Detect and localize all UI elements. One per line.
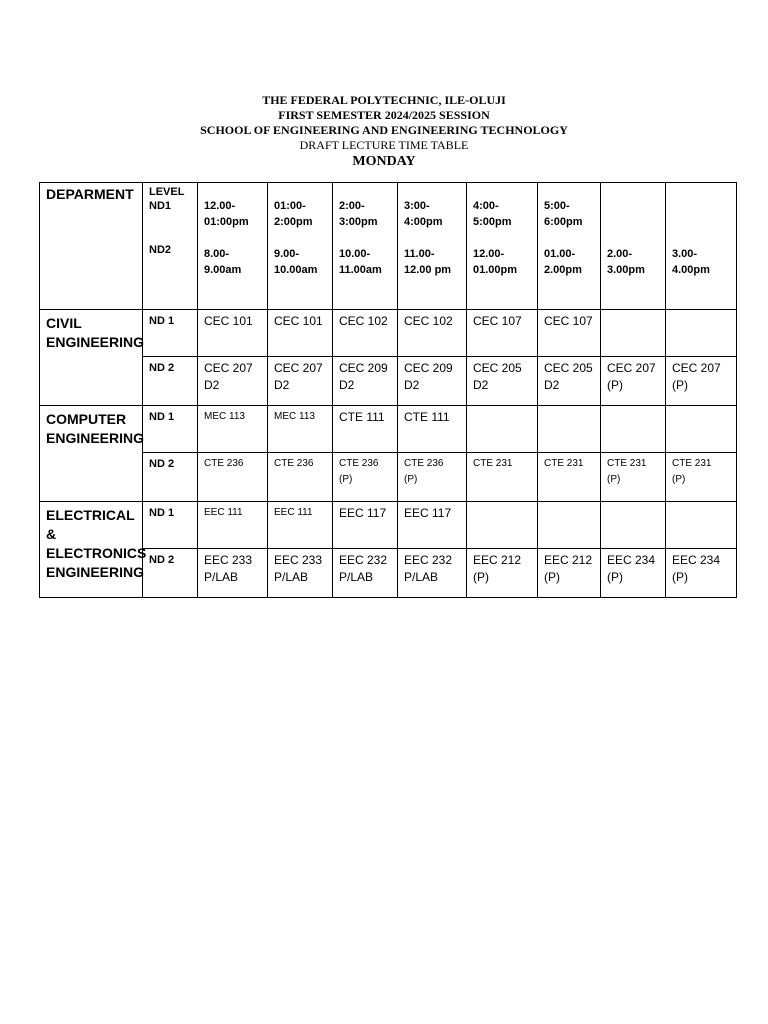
course-note: D2: [544, 378, 560, 392]
time-header-row: [40, 183, 737, 310]
course-cell: [198, 502, 268, 549]
nd2-time-label: 10.00-: [339, 248, 371, 260]
time-slot-header-cell: [538, 183, 601, 310]
course-code: CEC 205: [544, 361, 593, 375]
nd2-time-label: 01.00pm: [473, 264, 518, 276]
course-code: CTE 236: [274, 458, 314, 469]
course-code: EEC 212: [544, 553, 593, 567]
course-cell: [467, 502, 538, 549]
level-label: ND 1: [149, 411, 175, 423]
nd1-time-label: [672, 198, 730, 214]
course-cell: [398, 453, 467, 502]
course-cell: [198, 406, 268, 453]
course-cell: [268, 549, 333, 598]
nd1-time-label: [607, 198, 659, 214]
document-header: [0, 93, 768, 170]
course-code: EEC 234: [607, 553, 656, 567]
course-cell: [333, 453, 398, 502]
department-name: COMPUTER: [46, 411, 127, 427]
course-code: CEC 207: [274, 361, 323, 375]
level-header-cell: [143, 183, 198, 310]
department-name: CIVIL: [46, 315, 82, 331]
course-note: (P): [607, 570, 623, 584]
nd1-time-label: [607, 214, 659, 230]
course-cell: [333, 357, 398, 406]
document-title: DRAFT LECTURE TIME TABLE: [299, 138, 469, 152]
nd1-time-label: 6:00pm: [544, 216, 583, 228]
course-cell: [268, 357, 333, 406]
course-cell: [666, 310, 737, 357]
course-code: CEC 205: [473, 361, 522, 375]
department-name: ELECTRONICS: [46, 545, 147, 561]
department-header: DEPARMENT: [46, 186, 134, 202]
course-cell: [538, 453, 601, 502]
nd2-time-label: 01.00-: [544, 248, 576, 260]
level-nd1-label: ND1: [149, 200, 172, 212]
course-note: (P): [672, 570, 688, 584]
course-cell: [538, 549, 601, 598]
institution-name: THE FEDERAL POLYTECHNIC, ILE-OLUJI: [262, 93, 506, 107]
course-cell: [268, 453, 333, 502]
course-cell: [538, 357, 601, 406]
course-code: EEC 117: [339, 506, 387, 520]
department-cell: [40, 406, 143, 502]
course-cell: [268, 310, 333, 357]
nd2-time-label: 9.00am: [204, 264, 242, 276]
nd2-time-label: 12.00-: [473, 248, 505, 260]
course-note: P/LAB: [204, 570, 239, 584]
course-code: CEC 101: [204, 314, 253, 328]
course-note: D2: [404, 378, 420, 392]
course-note: (P): [473, 570, 489, 584]
course-cell: [398, 310, 467, 357]
time-slot-header-cell: [601, 183, 666, 310]
nd1-time-label: 4:00-: [473, 200, 499, 212]
level-cell: [143, 406, 198, 453]
department-cell: [40, 310, 143, 406]
nd1-time-label: 3:00pm: [339, 216, 378, 228]
course-code: CEC 107: [473, 314, 522, 328]
nd2-time-label: 10.00am: [274, 264, 318, 276]
course-cell: [467, 453, 538, 502]
course-code: EEC 232: [404, 553, 453, 567]
nd2-time-label: 8.00-: [204, 248, 230, 260]
course-note: D2: [339, 378, 355, 392]
timetable-row: [40, 357, 737, 406]
course-cell: [198, 453, 268, 502]
department-header-cell: [40, 183, 143, 310]
course-cell: [538, 310, 601, 357]
level-nd2-label: ND2: [149, 244, 172, 256]
course-code: CTE 231: [607, 458, 647, 469]
course-note: (P): [544, 570, 560, 584]
course-code: CEC 101: [274, 314, 323, 328]
course-cell: [268, 502, 333, 549]
course-note: (P): [672, 474, 686, 485]
course-cell: [666, 406, 737, 453]
department-name: ENGINEERING: [46, 430, 145, 446]
course-code: EEC 111: [274, 507, 313, 518]
time-slot-header-cell: [666, 183, 737, 310]
course-code: CEC 209: [404, 361, 453, 375]
nd1-time-label: 3:00-: [404, 200, 430, 212]
day-title: MONDAY: [352, 154, 416, 169]
level-label: ND 2: [149, 362, 175, 374]
course-code: CEC 209: [339, 361, 388, 375]
level-cell: [143, 357, 198, 406]
course-note: (P): [404, 474, 418, 485]
course-cell: [601, 549, 666, 598]
course-cell: [333, 406, 398, 453]
course-note: (P): [339, 474, 353, 485]
department-name: ENGINEERING: [46, 564, 145, 580]
course-note: (P): [607, 474, 621, 485]
course-note: P/LAB: [404, 570, 439, 584]
nd1-time-label: 5:00pm: [473, 216, 512, 228]
time-slot-header-cell: [398, 183, 467, 310]
department-name: ENGINEERING: [46, 334, 145, 350]
course-cell: [333, 502, 398, 549]
level-label: ND 1: [149, 315, 175, 327]
timetable-row: [40, 453, 737, 502]
time-slot-header-cell: [198, 183, 268, 310]
nd1-time-label: [672, 214, 730, 230]
course-code: EEC 111: [204, 507, 243, 518]
level-label: ND 2: [149, 554, 175, 566]
course-cell: [467, 406, 538, 453]
course-code: EEC 212: [473, 553, 522, 567]
course-note: (P): [672, 378, 688, 392]
nd2-time-label: 4.00pm: [672, 264, 710, 276]
course-note: P/LAB: [339, 570, 374, 584]
nd1-time-label: 2:00-: [339, 200, 365, 212]
course-cell: [467, 549, 538, 598]
level-cell: [143, 310, 198, 357]
department-cell: [40, 502, 147, 598]
course-cell: [198, 357, 268, 406]
school-name: SCHOOL OF ENGINEERING AND ENGINEERING TECHNOLOGY: [200, 123, 568, 137]
nd1-time-label: 12.00-: [204, 200, 236, 212]
course-note: D2: [204, 378, 220, 392]
course-code: EEC 117: [404, 506, 452, 520]
course-cell: [601, 310, 666, 357]
timetable: [39, 182, 737, 598]
nd2-time-label: 12.00 pm: [404, 264, 452, 276]
course-cell: [467, 310, 538, 357]
course-code: EEC 233: [274, 553, 323, 567]
course-cell: [666, 453, 737, 502]
course-cell: [398, 502, 467, 549]
course-note: D2: [473, 378, 489, 392]
time-slot-header-cell: [467, 183, 538, 310]
course-code: MEC 113: [204, 411, 245, 422]
course-cell: [268, 406, 333, 453]
course-code: EEC 234: [672, 553, 721, 567]
nd2-time-label: 3.00pm: [607, 264, 645, 276]
nd2-time-label: 9.00-: [274, 248, 300, 260]
course-cell: [467, 357, 538, 406]
course-cell: [198, 549, 268, 598]
nd1-time-label: 2:00pm: [274, 216, 313, 228]
course-cell: [666, 502, 737, 549]
course-code: CTE 231: [544, 458, 584, 469]
course-code: CTE 236: [404, 458, 444, 469]
course-cell: [198, 310, 268, 357]
nd1-time-label: 01:00pm: [204, 216, 249, 228]
course-cell: [333, 310, 398, 357]
course-code: CTE 111: [404, 410, 450, 424]
time-slot-header-cell: [268, 183, 333, 310]
course-code: MEC 113: [274, 411, 315, 422]
course-cell: [538, 406, 601, 453]
course-code: CTE 236: [339, 458, 379, 469]
department-name: ELECTRICAL &: [46, 507, 135, 542]
nd1-time-label: 5:00-: [544, 200, 570, 212]
course-code: CEC 207: [204, 361, 253, 375]
course-code: CEC 107: [544, 314, 593, 328]
course-code: CTE 231: [473, 458, 513, 469]
nd2-time-label: 2.00pm: [544, 264, 582, 276]
nd2-time-label: 11.00am: [339, 264, 382, 276]
level-cell: [143, 502, 198, 549]
nd2-time-label: 11.00-: [404, 248, 435, 260]
nd1-time-label: 01:00-: [274, 200, 306, 212]
level-header: LEVEL: [149, 186, 185, 198]
timetable-row: [40, 502, 737, 549]
timetable-row: [40, 406, 737, 453]
course-cell: [538, 502, 601, 549]
course-code: CEC 102: [339, 314, 388, 328]
course-code: CEC 207: [607, 361, 656, 375]
level-label: ND 2: [149, 458, 175, 470]
course-cell: [601, 406, 666, 453]
course-cell: [601, 502, 666, 549]
course-code: CTE 236: [204, 458, 244, 469]
nd2-time-label: 2.00-: [607, 248, 633, 260]
time-slot-header-cell: [333, 183, 398, 310]
course-note: D2: [274, 378, 290, 392]
nd1-time-label: 4:00pm: [404, 216, 443, 228]
course-note: P/LAB: [274, 570, 309, 584]
course-code: CTE 231: [672, 458, 712, 469]
course-code: CEC 207: [672, 361, 721, 375]
course-cell: [666, 357, 737, 406]
course-code: EEC 233: [204, 553, 253, 567]
level-label: ND 1: [149, 507, 175, 519]
course-cell: [601, 357, 666, 406]
course-code: CTE 111: [339, 410, 385, 424]
timetable-row: [40, 310, 737, 357]
level-cell: [143, 453, 198, 502]
course-cell: [666, 549, 737, 598]
course-cell: [398, 357, 467, 406]
course-note: (P): [607, 378, 623, 392]
course-cell: [333, 549, 398, 598]
course-cell: [398, 549, 467, 598]
course-code: EEC 232: [339, 553, 388, 567]
nd2-time-label: 3.00-: [672, 248, 698, 260]
semester-title: FIRST SEMESTER 2024/2025 SESSION: [278, 108, 490, 122]
course-cell: [398, 406, 467, 453]
course-cell: [601, 453, 666, 502]
level-cell: [143, 549, 198, 598]
course-code: CEC 102: [404, 314, 453, 328]
